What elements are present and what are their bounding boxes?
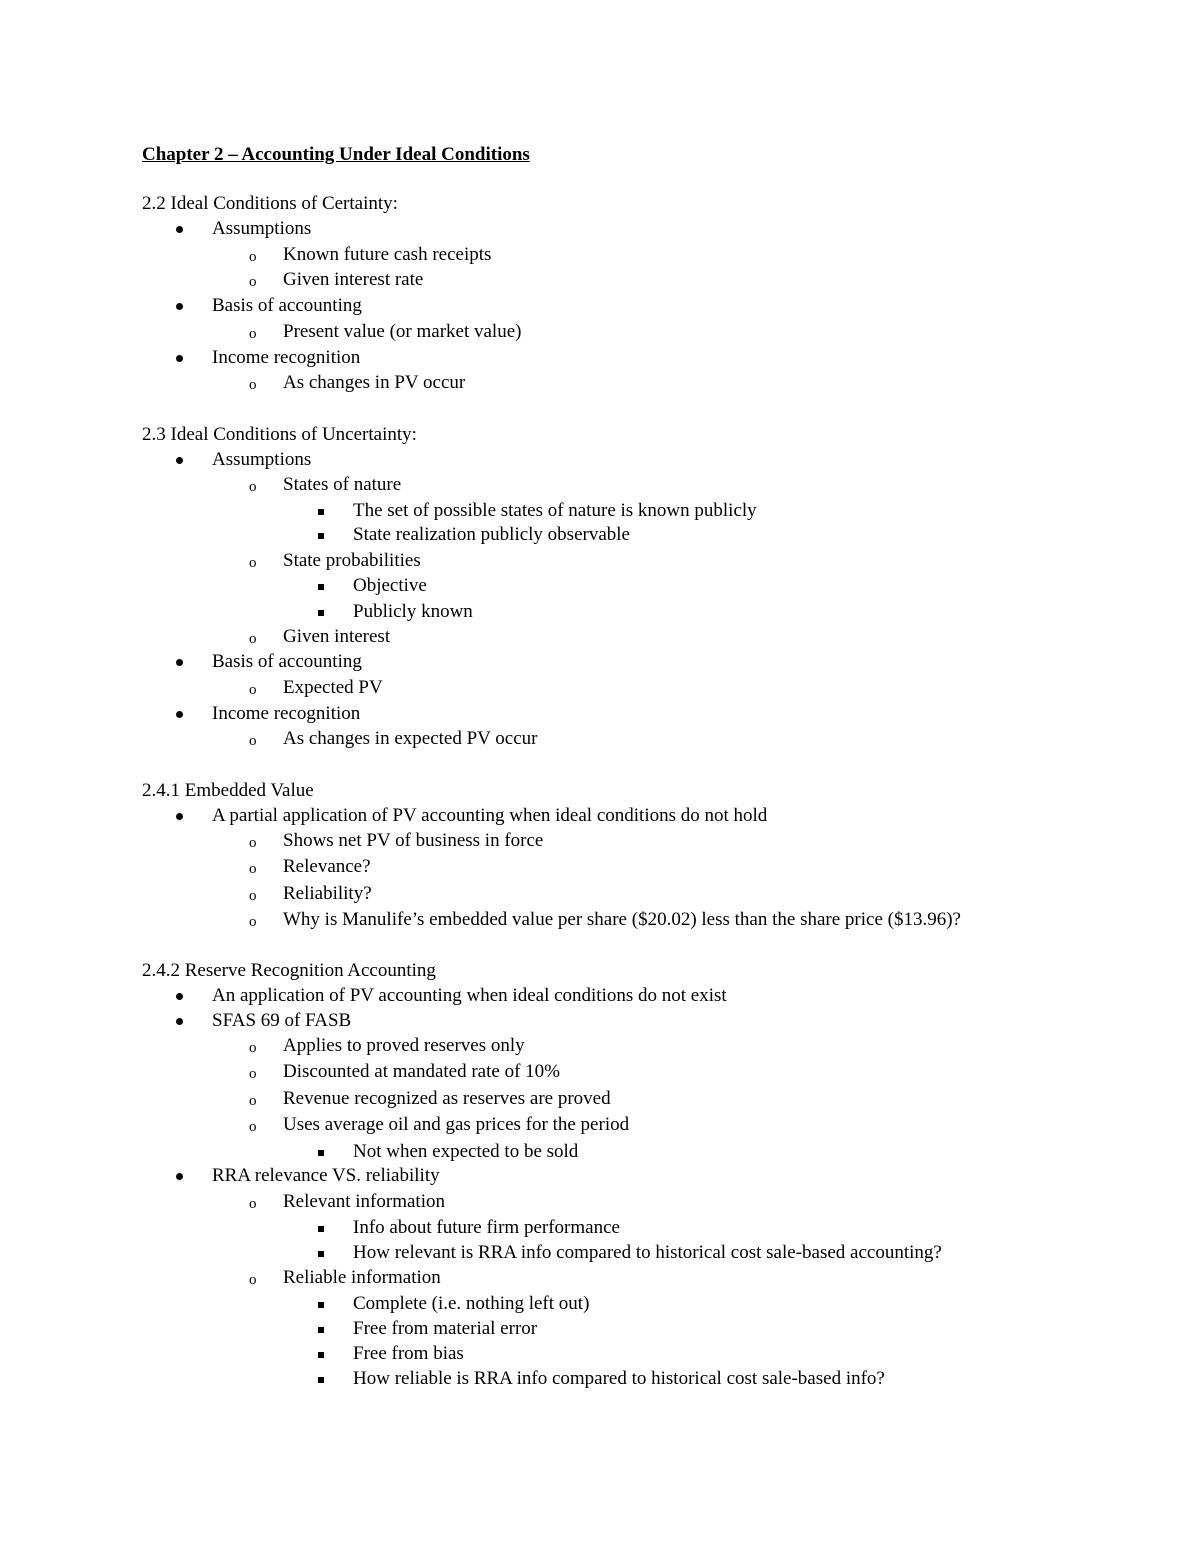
list-item-text: An application of PV accounting when ideal conditions do not exist — [212, 985, 727, 1006]
list-item — [0, 1342, 1200, 1366]
list-item — [0, 371, 1200, 395]
page-title: Chapter 2 – Accounting Under Ideal Conditions — [142, 144, 530, 165]
bullet-square-icon — [318, 584, 324, 590]
bullet-square-icon — [318, 533, 324, 539]
list-item-text: Free from bias — [353, 1343, 464, 1364]
list-item — [0, 625, 1200, 649]
list-item-text: A partial application of PV accounting when ideal conditions do not hold — [212, 805, 768, 826]
bullet-circle-icon: o — [249, 274, 257, 290]
list-item — [0, 1317, 1200, 1341]
bullet-circle-icon: o — [249, 835, 257, 851]
list-item — [0, 499, 1200, 523]
list-item — [0, 1190, 1200, 1214]
list-item-text: SFAS 69 of FASB — [212, 1010, 352, 1031]
list-item — [0, 882, 1200, 906]
bullet-dot-icon — [176, 813, 183, 820]
list-item-text: Objective — [353, 575, 427, 596]
section-heading — [0, 779, 1200, 803]
list-item-text: Basis of accounting — [212, 295, 362, 316]
list-item — [0, 1216, 1200, 1240]
list-item-text: Basis of accounting — [212, 651, 362, 672]
list-item — [0, 1266, 1200, 1290]
bullet-circle-icon: o — [249, 1272, 257, 1288]
bullet-square-icon — [318, 509, 324, 515]
bullet-square-icon — [318, 1226, 324, 1232]
bullet-circle-icon: o — [249, 914, 257, 930]
list-item — [0, 523, 1200, 547]
bullet-circle-icon: o — [249, 733, 257, 749]
bullet-circle-icon: o — [249, 1093, 257, 1109]
bullet-circle-icon: o — [249, 1196, 257, 1212]
list-item-text: Expected PV — [283, 677, 383, 698]
bullet-square-icon — [318, 1302, 324, 1308]
bullet-square-icon — [318, 1251, 324, 1257]
list-item-text: States of nature — [283, 474, 402, 495]
list-item-text: As changes in expected PV occur — [283, 728, 538, 749]
list-item — [0, 727, 1200, 751]
list-item-text: Known future cash receipts — [283, 244, 492, 265]
list-item — [0, 1164, 1200, 1188]
list-item-text: Info about future firm performance — [353, 1217, 620, 1238]
list-item-text: RRA relevance VS. reliability — [212, 1165, 440, 1186]
list-item-text: Applies to proved reserves only — [283, 1035, 525, 1056]
bullet-dot-icon — [176, 226, 183, 233]
list-item-text: The set of possible states of nature is known publicly — [353, 500, 757, 521]
bullet-circle-icon: o — [249, 326, 257, 342]
list-item — [0, 855, 1200, 879]
bullet-square-icon — [318, 1352, 324, 1358]
list-item-text: Income recognition — [212, 703, 361, 724]
bullet-circle-icon: o — [249, 1040, 257, 1056]
bullet-dot-icon — [176, 457, 183, 464]
list-item-text: Revenue recognized as reserves are proved — [283, 1088, 611, 1109]
list-item — [0, 650, 1200, 674]
list-item-text: Given interest rate — [283, 269, 424, 290]
list-item — [0, 574, 1200, 598]
list-item-text: Relevance? — [283, 856, 371, 877]
list-item — [0, 600, 1200, 624]
list-item-text: Publicly known — [353, 601, 473, 622]
list-item — [0, 829, 1200, 853]
bullet-circle-icon: o — [249, 377, 257, 393]
list-item-text: Assumptions — [212, 218, 312, 239]
list-item — [0, 268, 1200, 292]
section-heading-text: 2.2 Ideal Conditions of Certainty: — [142, 193, 398, 214]
list-item — [0, 676, 1200, 700]
list-item — [0, 1113, 1200, 1137]
bullet-circle-icon: o — [249, 1119, 257, 1135]
list-item-text: Discounted at mandated rate of 10% — [283, 1061, 560, 1082]
list-item — [0, 1087, 1200, 1111]
list-item — [0, 473, 1200, 497]
bullet-square-icon — [318, 1150, 324, 1156]
list-item-text: Not when expected to be sold — [353, 1141, 579, 1162]
bullet-dot-icon — [176, 355, 183, 362]
list-item — [0, 1060, 1200, 1084]
bullet-circle-icon: o — [249, 479, 257, 495]
list-item-text: Present value (or market value) — [283, 321, 522, 342]
list-item — [0, 294, 1200, 318]
bullet-circle-icon: o — [249, 249, 257, 265]
list-item — [0, 549, 1200, 573]
bullet-dot-icon — [176, 303, 183, 310]
list-item — [0, 1241, 1200, 1265]
list-item-text: State probabilities — [283, 550, 421, 571]
list-item — [0, 243, 1200, 267]
list-item — [0, 320, 1200, 344]
section-heading — [0, 423, 1200, 447]
list-item-text: Income recognition — [212, 347, 361, 368]
bullet-circle-icon: o — [249, 888, 257, 904]
list-item — [0, 1292, 1200, 1316]
bullet-circle-icon: o — [249, 861, 257, 877]
list-item — [0, 1367, 1200, 1391]
bullet-circle-icon: o — [249, 1066, 257, 1082]
list-item-text: State realization publicly observable — [353, 524, 630, 545]
section-heading — [0, 192, 1200, 216]
bullet-circle-icon: o — [249, 682, 257, 698]
bullet-dot-icon — [176, 993, 183, 1000]
list-item-text: Uses average oil and gas prices for the period — [283, 1114, 630, 1135]
section-heading — [0, 959, 1200, 983]
list-item — [0, 1140, 1200, 1164]
section-heading-text: 2.4.2 Reserve Recognition Accounting — [142, 960, 436, 981]
list-item-text: Shows net PV of business in force — [283, 830, 544, 851]
list-item — [0, 984, 1200, 1008]
list-item — [0, 804, 1200, 828]
list-item — [0, 908, 1200, 932]
bullet-dot-icon — [176, 1018, 183, 1025]
list-item — [0, 1034, 1200, 1058]
list-item-text: Given interest — [283, 626, 391, 647]
list-item-text: Reliability? — [283, 883, 372, 904]
list-item — [0, 217, 1200, 241]
bullet-dot-icon — [176, 711, 183, 718]
list-item — [0, 702, 1200, 726]
bullet-circle-icon: o — [249, 555, 257, 571]
list-item-text: How reliable is RRA info compared to historical cost sale-based info? — [353, 1368, 885, 1389]
list-item-text: Reliable information — [283, 1267, 441, 1288]
list-item — [0, 346, 1200, 370]
list-item — [0, 448, 1200, 472]
list-item-text: Complete (i.e. nothing left out) — [353, 1293, 590, 1314]
list-item-text: Why is Manulife’s embedded value per share ($20.02) less than the share price ($13.96)? — [283, 909, 961, 930]
list-item — [0, 1009, 1200, 1033]
bullet-circle-icon: o — [249, 631, 257, 647]
section-heading-text: 2.4.1 Embedded Value — [142, 780, 314, 801]
bullet-dot-icon — [176, 1173, 183, 1180]
list-item-text: How relevant is RRA info compared to historical cost sale-based accounting? — [353, 1242, 942, 1263]
bullet-square-icon — [318, 610, 324, 616]
list-item-text: As changes in PV occur — [283, 372, 466, 393]
bullet-square-icon — [318, 1327, 324, 1333]
list-item-text: Free from material error — [353, 1318, 538, 1339]
section-heading-text: 2.3 Ideal Conditions of Uncertainty: — [142, 424, 417, 445]
list-item-text: Assumptions — [212, 449, 312, 470]
bullet-dot-icon — [176, 659, 183, 666]
bullet-square-icon — [318, 1377, 324, 1383]
list-item-text: Relevant information — [283, 1191, 445, 1212]
